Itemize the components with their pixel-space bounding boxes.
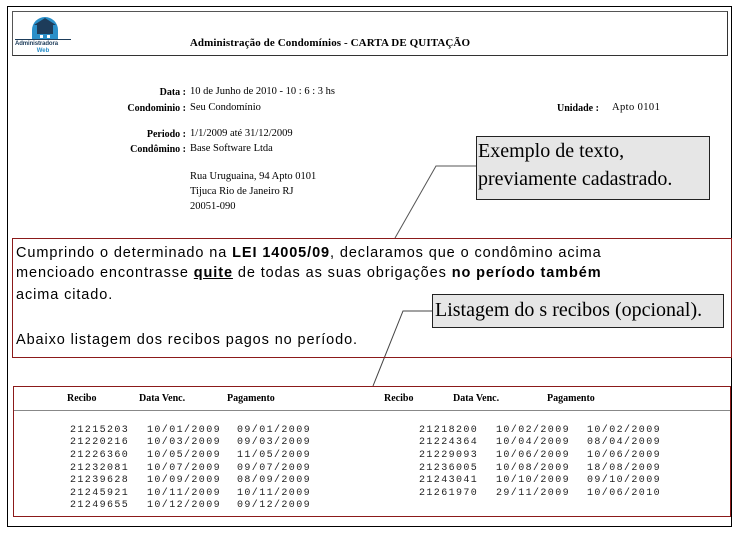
address-line-1: Rua Uruguaina, 94 Apto 0101 (190, 171, 317, 182)
date-value: 10 de Junho de 2010 - 10 : 6 : 3 hs (190, 86, 335, 97)
house-icon (37, 23, 53, 34)
receipt-number: 21215203 (70, 425, 130, 436)
receipt-payment-date: 08/04/2009 (587, 437, 662, 448)
receipt-number: 21226360 (70, 450, 130, 461)
declaration-line-4 (16, 330, 358, 350)
column-header-data-venc: Data Venc. (139, 393, 186, 404)
receipt-payment-date: 08/09/2009 (237, 475, 312, 486)
receipt-payment-date: 18/08/2009 (587, 463, 662, 474)
condominium-value: Seu Condomínio (190, 102, 261, 113)
period-value: 1/1/2009 até 31/12/2009 (190, 128, 293, 139)
receipt-payment-date: 09/01/2009 (237, 425, 312, 436)
document-title (13, 37, 727, 49)
receipt-number: 21229093 (419, 450, 479, 461)
text-segment: Cumprindo o determinado na (16, 245, 233, 261)
receipt-due-date: 10/04/2009 (496, 437, 571, 448)
receipt-payment-date: 09/10/2009 (587, 475, 662, 486)
receipt-payment-date: 10/11/2009 (237, 488, 312, 499)
owner-label: Condômino : (130, 144, 186, 155)
receipt-due-date: 10/06/2009 (496, 450, 571, 461)
callout-line-2: previamente cadastrado. (478, 168, 673, 190)
logo-text-line2: Web (36, 48, 50, 54)
receipt-payment-date: 10/06/2009 (587, 450, 662, 461)
receipt-payment-date: 09/03/2009 (237, 437, 312, 448)
receipt-payment-date: 09/07/2009 (237, 463, 312, 474)
receipt-number: 21224364 (419, 437, 479, 448)
receipt-due-date: 10/05/2009 (147, 450, 222, 461)
receipt-due-date: 10/08/2009 (496, 463, 571, 474)
period-emphasis: no período também (451, 265, 602, 281)
receipt-due-date: 10/11/2009 (147, 488, 222, 499)
quite-emphasis: quite (193, 265, 233, 281)
receipt-number: 21236005 (419, 463, 479, 474)
unit-value: Apto 0101 (612, 102, 661, 113)
law-reference: LEI 14005/09 (232, 245, 331, 261)
receipt-due-date: 10/12/2009 (147, 500, 222, 511)
receipt-payment-date: 11/05/2009 (237, 450, 312, 461)
column-header-recibo: Recibo (67, 393, 97, 404)
owner-value: Base Software Ltda (190, 143, 273, 154)
receipts-optional-callout (432, 294, 724, 328)
receipt-due-date: 10/07/2009 (147, 463, 222, 474)
declaration-line-2 (16, 263, 602, 283)
receipt-number: 21232081 (70, 463, 130, 474)
column-header-pagamento: Pagamento (547, 393, 595, 404)
text-segment: Abaixo listagem dos recibos pagos no período. (16, 332, 358, 348)
callout-text: Listagem do s recibos (opcional). (435, 299, 703, 321)
column-header-data-venc: Data Venc. (453, 393, 500, 404)
receipts-list-box (13, 386, 731, 517)
receipt-number: 21245921 (70, 488, 130, 499)
unit-label: Unidade : (557, 103, 599, 114)
receipt-number: 21220216 (70, 437, 130, 448)
logo-text-line1: Administradora (15, 41, 58, 47)
receipt-due-date: 10/10/2009 (496, 475, 571, 486)
receipt-number: 21239628 (70, 475, 130, 486)
receipt-number: 21243041 (419, 475, 479, 486)
callout-line-1: Exemplo de texto, (478, 140, 625, 162)
receipt-number: 21249655 (70, 500, 130, 511)
receipt-number: 21261970 (419, 488, 479, 499)
receipt-due-date: 29/11/2009 (496, 488, 571, 499)
condominium-label: Condominio : (127, 103, 186, 114)
text-segment: , declaramos que o condômino acima (330, 245, 602, 261)
document-title-text: Administração de Condomínios - CARTA DE QUITAÇÃO (189, 37, 471, 49)
receipt-number: 21218200 (419, 425, 479, 436)
text-segment: acima citado. (16, 287, 114, 303)
text-segment: de todas as suas obrigações (232, 265, 452, 281)
receipt-due-date: 10/01/2009 (147, 425, 222, 436)
text-example-callout (476, 136, 710, 200)
receipt-payment-date: 10/02/2009 (587, 425, 662, 436)
receipt-due-date: 10/02/2009 (496, 425, 571, 436)
receipt-due-date: 10/09/2009 (147, 475, 222, 486)
receipt-due-date: 10/03/2009 (147, 437, 222, 448)
date-label: Data : (159, 87, 186, 98)
receipt-payment-date: 10/06/2010 (587, 488, 662, 499)
text-segment: mencioado encontrasse (16, 265, 194, 281)
address-line-3: 20051-090 (190, 201, 236, 212)
document-header (12, 11, 728, 56)
column-header-pagamento: Pagamento (227, 393, 275, 404)
declaration-line-3 (16, 285, 113, 305)
declaration-line-1 (16, 243, 602, 263)
column-header-recibo: Recibo (384, 393, 414, 404)
address-line-2: Tijuca Rio de Janeiro RJ (190, 186, 294, 197)
header-divider (14, 410, 730, 411)
receipt-payment-date: 09/12/2009 (237, 500, 312, 511)
period-label: Periodo : (146, 129, 186, 140)
